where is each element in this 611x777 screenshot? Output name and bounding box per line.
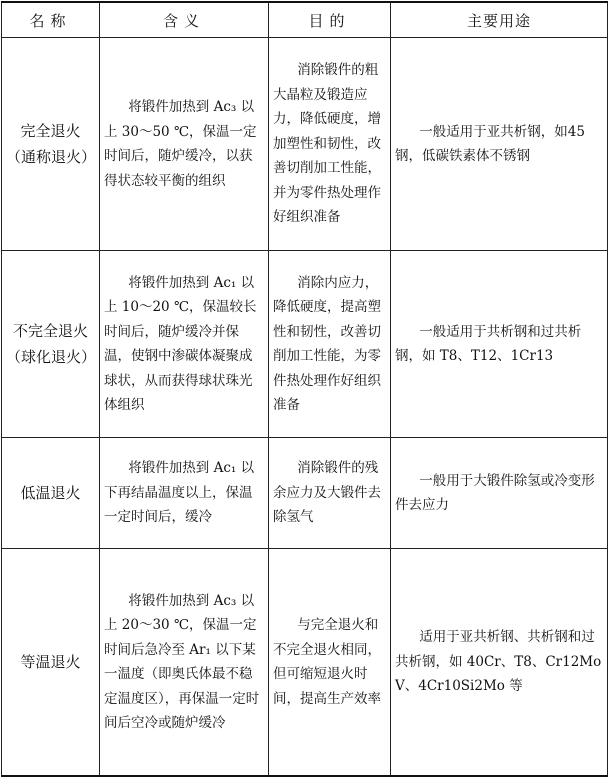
method-name: 等温退火 <box>20 653 81 671</box>
cell-name <box>2 38 100 251</box>
method-alias: （通称退火） <box>6 148 97 166</box>
cell-usage: 一般用于大锻件除氢或冷变形件去应力 <box>391 438 608 549</box>
cell-meaning: 将锻件加热到 Ac₁ 以上 10～20 ℃，保温较长时间后，随炉缓冷并保温，使钢中渗碳体凝聚成球状，从而获得球状珠光体组织 <box>100 251 269 438</box>
header-usage: 主要用途 <box>391 2 608 38</box>
cell-name <box>2 549 100 777</box>
cell-usage: 一般适用于亚共析钢，如45钢，低碳铁素体不锈钢 <box>391 38 608 251</box>
table-row-isothermal-annealing <box>2 549 608 777</box>
cell-meaning: 将锻件加热到 Ac₁ 以下再结晶温度以上，保温一定时间后，缓冷 <box>100 438 269 549</box>
cell-name <box>2 438 100 549</box>
cell-meaning: 将锻件加热到 Ac₃ 以上 20～30 ℃，保温一定时间后急冷至 Ar₁ 以下某一温度（即奥氏体最不稳定温度区），再保温一定时间后空冷或随炉缓冷 <box>100 549 269 777</box>
method-name: 完全退火 <box>20 122 81 140</box>
cell-meaning: 将锻件加热到 Ac₃ 以上 30～50 ℃，保温一定时间后，随炉缓冷，以获得状态较平衡的组织 <box>100 38 269 251</box>
cell-purpose: 消除锻件的残余应力及大锻件去除氢气 <box>269 438 391 549</box>
cell-usage: 一般适用于共析钢和过共析钢，如 T8、T12、1Cr13 <box>391 251 608 438</box>
method-name: 不完全退火 <box>12 322 88 340</box>
cell-purpose: 与完全退火和不完全退火相同，但可缩短退火时间，提高生产效率 <box>269 549 391 777</box>
table-row-full-annealing <box>2 38 608 251</box>
cell-purpose: 消除锻件的粗大晶粒及锻造应力，降低硬度，增加塑性和韧性，改善切削加工性能，并为零件热处理作好组织准备 <box>269 38 391 251</box>
cell-usage: 适用于亚共析钢、共析钢和过共析钢，如 40Cr、T8、Cr12MoV、4Cr10Si2Mo 等 <box>391 549 608 777</box>
method-name: 低温退火 <box>20 484 81 502</box>
cell-purpose: 消除内应力，降低硬度，提高塑性和韧性，改善切削加工性能，为零件热处理作好组织准备 <box>269 251 391 438</box>
table-row-incomplete-annealing <box>2 251 608 438</box>
cell-name <box>2 251 100 438</box>
header-meaning: 含义 <box>100 2 269 38</box>
header-name: 名称 <box>2 2 100 38</box>
method-alias: （球化退火） <box>6 348 97 366</box>
table-row-low-temperature-annealing <box>2 438 608 549</box>
annealing-methods-table <box>1 1 608 777</box>
header-purpose: 目的 <box>269 2 391 38</box>
table-header-row <box>2 2 608 38</box>
